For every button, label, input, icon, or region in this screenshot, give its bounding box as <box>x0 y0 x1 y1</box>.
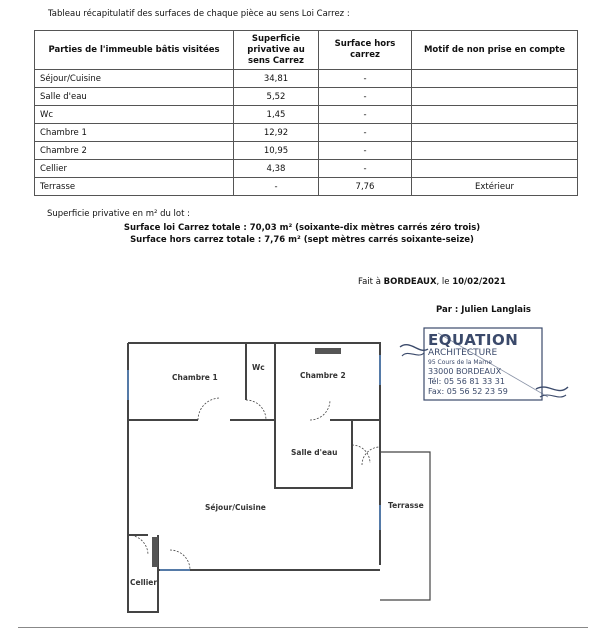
fait-a <box>358 277 506 287</box>
table-row <box>35 106 578 124</box>
plan-door-swing <box>170 550 190 570</box>
cell-motif <box>412 106 578 124</box>
cell-hors: - <box>319 142 412 160</box>
cell-motif <box>412 142 578 160</box>
cell-carrez: 1,45 <box>234 106 319 124</box>
cell-motif <box>412 88 578 106</box>
header-parties: Parties de l'immeuble bâtis visitées <box>35 31 234 70</box>
table-header-row <box>35 31 578 70</box>
table-row <box>35 160 578 178</box>
cell-carrez: 5,52 <box>234 88 319 106</box>
stamp-name: EQUATION <box>428 331 519 349</box>
room-label-chambre2: Chambre 2 <box>300 371 346 380</box>
cell-motif <box>412 70 578 88</box>
table-row <box>35 142 578 160</box>
plan-door-swing <box>362 447 380 465</box>
header-hors-carrez: Surface hors carrez <box>319 31 412 70</box>
fait-city: BORDEAUX <box>383 277 437 287</box>
plan-door-swing <box>310 400 330 420</box>
cell-piece: Wc <box>35 106 234 124</box>
floor-plan <box>100 330 440 622</box>
table-row <box>35 88 578 106</box>
page-bottom-rule <box>18 627 588 628</box>
cell-piece: Chambre 1 <box>35 124 234 142</box>
room-label-sejour: Séjour/Cuisine <box>205 503 266 512</box>
plan-door-swing <box>198 398 220 420</box>
cell-piece: Terrasse <box>35 178 234 196</box>
header-motif: Motif de non prise en compte <box>412 31 578 70</box>
room-label-wc: Wc <box>252 363 265 372</box>
table-caption: Tableau récapitulatif des surfaces de chaque pièce au sens Loi Carrez : <box>48 9 350 19</box>
surface-table <box>34 30 578 196</box>
table-row <box>35 70 578 88</box>
superficie-label: Superficie privative en m² du lot : <box>47 209 191 219</box>
author-line: Par : Julien Langlais <box>436 305 531 315</box>
cell-motif <box>412 124 578 142</box>
room-label-salle-eau: Salle d'eau <box>291 448 338 457</box>
fait-prefix: Fait à <box>358 277 384 287</box>
cell-hors: 7,76 <box>319 178 412 196</box>
plan-exterior-wall <box>128 343 158 612</box>
stamp-tel: Tél: 05 56 81 33 31 <box>428 377 505 386</box>
cell-carrez: 4,38 <box>234 160 319 178</box>
cell-hors: - <box>319 160 412 178</box>
cell-hors: - <box>319 106 412 124</box>
header-carrez: Superficie privative au sens Carrez <box>234 31 319 70</box>
cell-hors: - <box>319 88 412 106</box>
plan-wall-element <box>315 348 341 354</box>
cell-carrez: 12,92 <box>234 124 319 142</box>
cell-piece: Séjour/Cuisine <box>35 70 234 88</box>
total-carrez: Surface loi Carrez totale : 70,03 m² (soixante-dix mètres carrés zéro trois) <box>123 223 481 233</box>
table-row <box>35 178 578 196</box>
table-row <box>35 124 578 142</box>
room-label-chambre1: Chambre 1 <box>172 373 218 382</box>
stamp-fax: Fax: 05 56 52 23 59 <box>428 387 508 396</box>
room-label-cellier: Cellier <box>130 578 158 587</box>
plan-wall-element <box>152 537 158 567</box>
fait-mid: , le <box>436 277 453 287</box>
cell-motif: Extérieur <box>412 178 578 196</box>
cell-piece: Salle d'eau <box>35 88 234 106</box>
stamp-sub: ARCHITECTURE <box>428 348 498 358</box>
cell-carrez: - <box>234 178 319 196</box>
cell-hors: - <box>319 124 412 142</box>
total-hors-carrez: Surface hors carrez totale : 7,76 m² (sept mètres carrés soixante-seize) <box>130 235 474 245</box>
cell-hors: - <box>319 70 412 88</box>
fait-date: 10/02/2021 <box>452 277 506 287</box>
stamp-city: 33000 BORDEAUX <box>428 367 502 376</box>
cell-piece: Cellier <box>35 160 234 178</box>
plan-terrace-outline <box>380 452 430 600</box>
plan-door-swing <box>246 400 266 420</box>
stamp-address: 95 Cours de la Marne <box>428 359 493 366</box>
cell-motif <box>412 160 578 178</box>
plan-door-swing <box>128 535 148 555</box>
cell-carrez: 34,81 <box>234 70 319 88</box>
cell-carrez: 10,95 <box>234 142 319 160</box>
room-label-terrasse: Terrasse <box>388 501 424 510</box>
plan-door-swing <box>352 445 370 463</box>
cell-piece: Chambre 2 <box>35 142 234 160</box>
